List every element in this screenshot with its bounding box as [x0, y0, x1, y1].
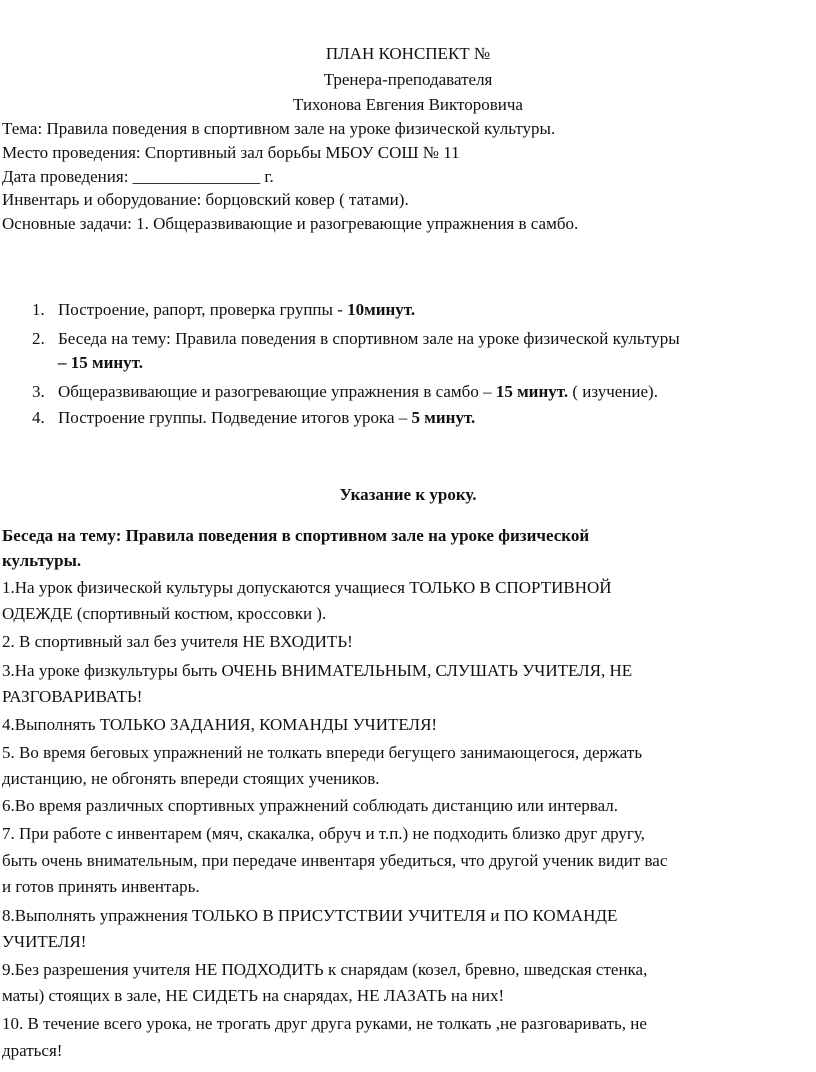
plan-item: 3. Общеразвивающие и разогревающие упражнения в самбо – 15 минут. ( изучение).	[32, 382, 658, 401]
doc-subtitle-name: Тихонова Евгения Викторовича	[293, 95, 523, 114]
rule-line: РАЗГОВАРИВАТЬ!	[2, 687, 143, 706]
doc-subtitle-role: Тренера-преподавателя	[323, 70, 493, 89]
rule-line: 2. В спортивный зал без учителя НЕ ВХОДИТЬ!	[2, 632, 353, 651]
talk-heading-line2: культуры.	[2, 551, 82, 570]
rule-line: 9.Без разрешения учителя НЕ ПОДХОДИТЬ к снарядам (козел, бревно, шведская стенка,	[2, 960, 648, 979]
instruction-heading: Указание к уроку.	[339, 485, 477, 504]
tasks-line: Основные задачи: 1. Общеразвивающие и разогревающие упражнения в самбо.	[2, 214, 579, 233]
equipment-line: Инвентарь и оборудование: борцовский ковер ( татами).	[2, 190, 409, 209]
rule-line: 5. Во время беговых упражнений не толкать впереди бегущего занимающегося, держать	[2, 743, 643, 762]
rule-line: драться!	[2, 1041, 63, 1060]
plan-item: 4. Построение группы. Подведение итогов урока – 5 минут.	[32, 408, 476, 427]
plan-item: 1. Построение, рапорт, проверка группы - 10минут.	[32, 300, 416, 319]
talk-heading-line1: Беседа на тему: Правила поведения в спортивном зале на уроке физической	[2, 526, 590, 545]
rule-line: маты) стоящих в зале, НЕ СИДЕТЬ на снарядах, НЕ ЛАЗАТЬ на них!	[2, 986, 505, 1005]
rule-line: 7. При работе с инвентарем (мяч, скакалка, обруч и т.п.) не подходить близко друг другу,	[2, 824, 645, 843]
rule-line: и готов принять инвентарь.	[2, 877, 200, 896]
rule-line: дистанцию, не обгонять впереди стоящих учеников.	[2, 769, 380, 788]
rule-line: 6.Во время различных спортивных упражнений соблюдать дистанцию или интервал.	[2, 796, 619, 815]
rule-line: 1.На урок физической культуры допускаются учащиеся ТОЛЬКО В СПОРТИВНОЙ	[2, 578, 612, 597]
rule-line: 8.Выполнять упражнения ТОЛЬКО В ПРИСУТСТВИИ УЧИТЕЛЯ и ПО КОМАНДЕ	[2, 906, 618, 925]
rule-line: быть очень внимательным, при передаче инвентаря убедиться, что другой ученик видит вас	[2, 851, 668, 870]
rule-line: 3.На уроке физкультуры быть ОЧЕНЬ ВНИМАТЕЛЬНЫМ, СЛУШАТЬ УЧИТЕЛЯ, НЕ	[2, 661, 633, 680]
rule-line: ОДЕЖДЕ (спортивный костюм, кроссовки ).	[2, 604, 327, 623]
rule-line: УЧИТЕЛЯ!	[2, 932, 87, 951]
topic-line: Тема: Правила поведения в спортивном зале на уроке физической культуры.	[2, 119, 556, 138]
date-line: Дата проведения: _______________ г.	[2, 167, 274, 186]
doc-title: ПЛАН КОНСПЕКТ №	[325, 44, 491, 63]
rule-line: 10. В течение всего урока, не трогать друг друга руками, не толкать ,не разговаривать, не	[2, 1014, 647, 1033]
plan-item-duration: – 15 минут.	[58, 353, 143, 372]
rule-line: 4.Выполнять ТОЛЬКО ЗАДАНИЯ, КОМАНДЫ УЧИТЕЛЯ!	[2, 715, 438, 734]
location-line: Место проведения: Спортивный зал борьбы МБОУ СОШ № 11	[2, 143, 460, 162]
plan-item: 2. Беседа на тему: Правила поведения в спортивном зале на уроке физической культуры	[32, 329, 680, 348]
